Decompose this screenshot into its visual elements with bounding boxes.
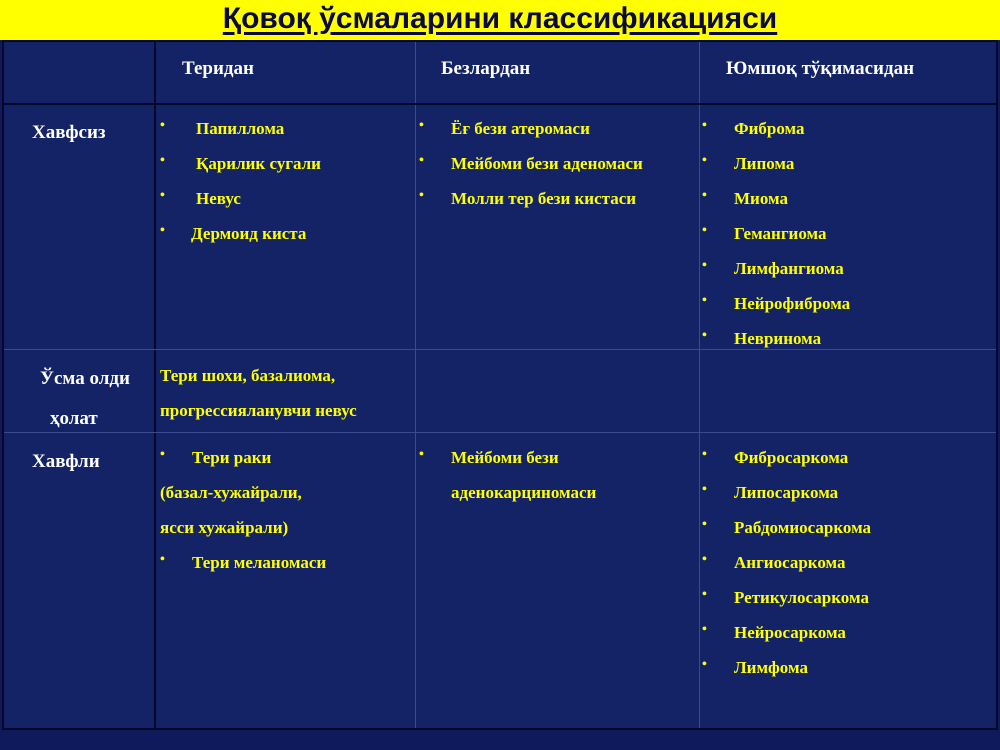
bullet-icon: • [702,447,707,462]
column-header-glands: Безлардан [441,58,531,79]
row-label-precancer-line1: Ўсма олди [40,368,130,389]
bullet-icon: • [702,118,707,133]
bullet-icon: • [419,447,424,462]
precancer-skin-line1: Тери шохи, базалиома, [160,366,336,385]
benign-soft-tissue-list [702,118,992,363]
bullet-icon: • [160,552,165,567]
bullet-icon: • [702,482,707,497]
list-item: • Липосаркома [702,482,992,517]
precancer-skin-line2: прогрессияланувчи невус [160,401,357,420]
malignant-soft-tissue-list [702,447,992,692]
grid-line [415,42,416,728]
list-item: • Миома [702,188,992,223]
bullet-icon: • [702,223,707,238]
list-item: • Ангиосаркома [702,552,992,587]
bullet-icon: • [160,188,165,203]
bullet-icon: • [702,657,707,672]
list-item: • Липома [702,153,992,188]
column-header-soft-tissue: Юмшоқ тўқимасидан [726,58,915,79]
list-item: • Фибросаркома [702,447,992,482]
grid-line [154,42,156,728]
list-item: • Нейросаркома [702,622,992,657]
malignant-skin-list [160,447,410,587]
list-item: • Тери меланомаси [160,552,410,587]
bullet-icon: • [419,188,424,203]
bullet-icon: • [702,587,707,602]
bullet-icon: • [702,552,707,567]
bullet-icon: • [702,517,707,532]
grid-line [4,103,996,105]
row-label-precancer-line2: ҳолат [50,408,98,429]
bullet-icon: • [702,153,707,168]
list-item: • Қарилик сугали [160,153,410,188]
list-item: • Лимфома [702,657,992,692]
column-header-skin: Теридан [182,58,254,79]
list-item: • Мейбоми бези аденомаси [419,153,695,188]
list-item: ясси хужайрали) [160,518,289,537]
list-item: аденокарциномаси [451,483,597,502]
bullet-icon: • [702,622,707,637]
list-item: • Молли тер бези кистаси [419,188,695,223]
bullet-icon: • [702,258,707,273]
bullet-icon: • [160,153,165,168]
list-item: • Мейбоми бези [419,447,695,482]
bullet-icon: • [702,328,707,343]
list-item: • Фиброма [702,118,992,153]
bullet-icon: • [702,188,707,203]
list-item: (базал-хужайрали, [160,483,302,502]
list-item: • Лимфангиома [702,258,992,293]
list-item: • Ёғ бези атеромаси [419,118,695,153]
grid-line [699,42,700,728]
bullet-icon: • [160,223,165,238]
classification-table [2,40,998,730]
list-item: • Гемангиома [702,223,992,258]
bullet-icon: • [702,293,707,308]
row-label-benign: Хавфсиз [32,122,106,143]
list-item: • Тери раки [160,447,410,482]
grid-line [4,432,996,433]
page-title: Қовоқ ўсмаларини классификацияси [222,2,778,35]
malignant-glands-list [419,447,695,517]
list-item: • Нейрофиброма [702,293,992,328]
list-item: • Ретикулосаркома [702,587,992,622]
list-item: • Рабдомиосаркома [702,517,992,552]
bullet-icon: • [160,447,165,462]
list-item: • Невринома [702,328,992,363]
list-item: • Дермоид киста [160,223,410,258]
bullet-icon: • [160,118,165,133]
benign-glands-list [419,118,695,223]
bullet-icon: • [419,153,424,168]
list-item: • Папиллома [160,118,410,153]
row-label-malignant: Хавфли [32,451,100,472]
bullet-icon: • [419,118,424,133]
list-item: • Невус [160,188,410,223]
benign-skin-list [160,118,410,258]
